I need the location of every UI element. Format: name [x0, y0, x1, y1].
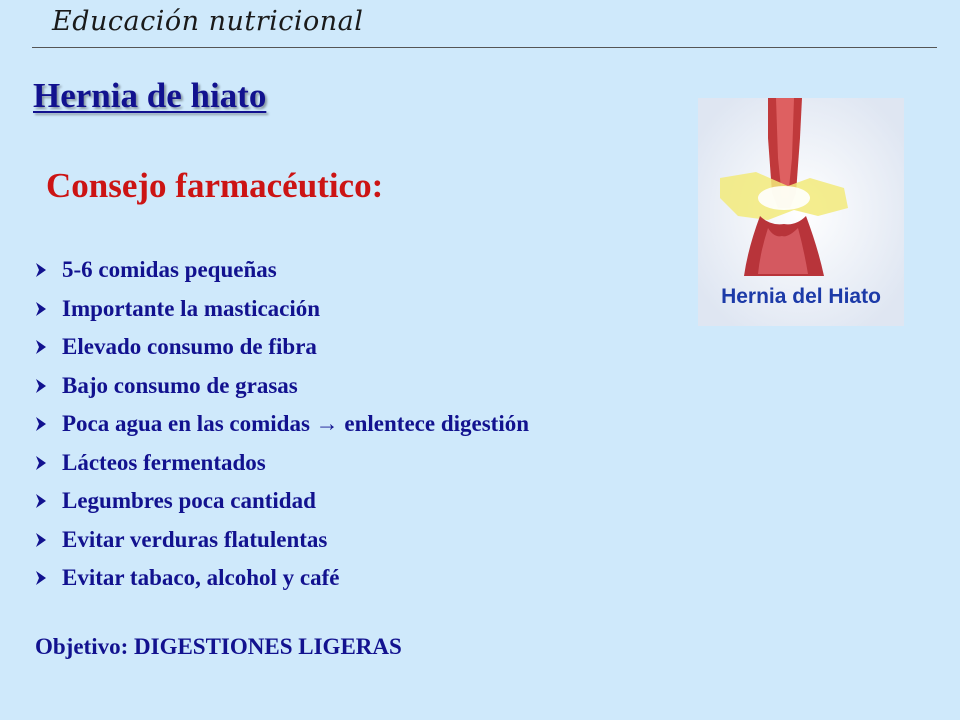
header-divider	[32, 47, 937, 48]
list-item	[35, 482, 529, 521]
list-item-text: Lácteos fermentados	[62, 449, 266, 475]
arrow-bullet-icon	[35, 378, 47, 394]
list-item	[35, 367, 529, 406]
list-item-text: Legumbres poca cantidad	[62, 488, 316, 514]
arrow-bullet-icon	[35, 301, 47, 317]
advice-list	[35, 251, 529, 598]
list-item	[35, 444, 529, 483]
list-item	[35, 251, 529, 290]
list-item	[35, 290, 529, 329]
list-item	[35, 328, 529, 367]
arrow-bullet-icon	[35, 493, 47, 509]
list-item-text: Evitar tabaco, alcohol y café	[62, 565, 340, 591]
hiatal-hernia-drawing	[698, 98, 904, 326]
arrow-bullet-icon	[35, 262, 47, 278]
list-item-text: Importante la masticación	[62, 295, 321, 321]
slide-title: Hernia de hiato	[33, 76, 267, 115]
objective-text: Objetivo: DIGESTIONES LIGERAS	[35, 634, 402, 659]
arrow-bullet-icon	[35, 416, 47, 432]
list-item-text: Bajo consumo de grasas	[62, 372, 298, 398]
list-item-text: 5-6 comidas pequeñas	[62, 257, 277, 283]
arrow-bullet-icon	[35, 570, 47, 586]
arrow-bullet-icon	[35, 455, 47, 471]
list-item	[35, 405, 529, 444]
list-item	[35, 521, 529, 560]
list-item-text: Evitar verduras flatulentas	[62, 526, 328, 552]
list-item	[35, 559, 529, 598]
list-item-text: Elevado consumo de fibra	[62, 334, 317, 360]
header-title: Educación nutricional	[52, 6, 364, 37]
slide-subtitle: Consejo farmacéutico:	[46, 166, 384, 205]
image-caption: Hernia del Hiato	[721, 285, 881, 308]
arrow-bullet-icon	[35, 339, 47, 355]
list-item-text: Poca agua en las comidas → enlentece digestión	[62, 411, 529, 437]
arrow-bullet-icon	[35, 532, 47, 548]
hiatal-hernia-illustration	[698, 98, 904, 326]
